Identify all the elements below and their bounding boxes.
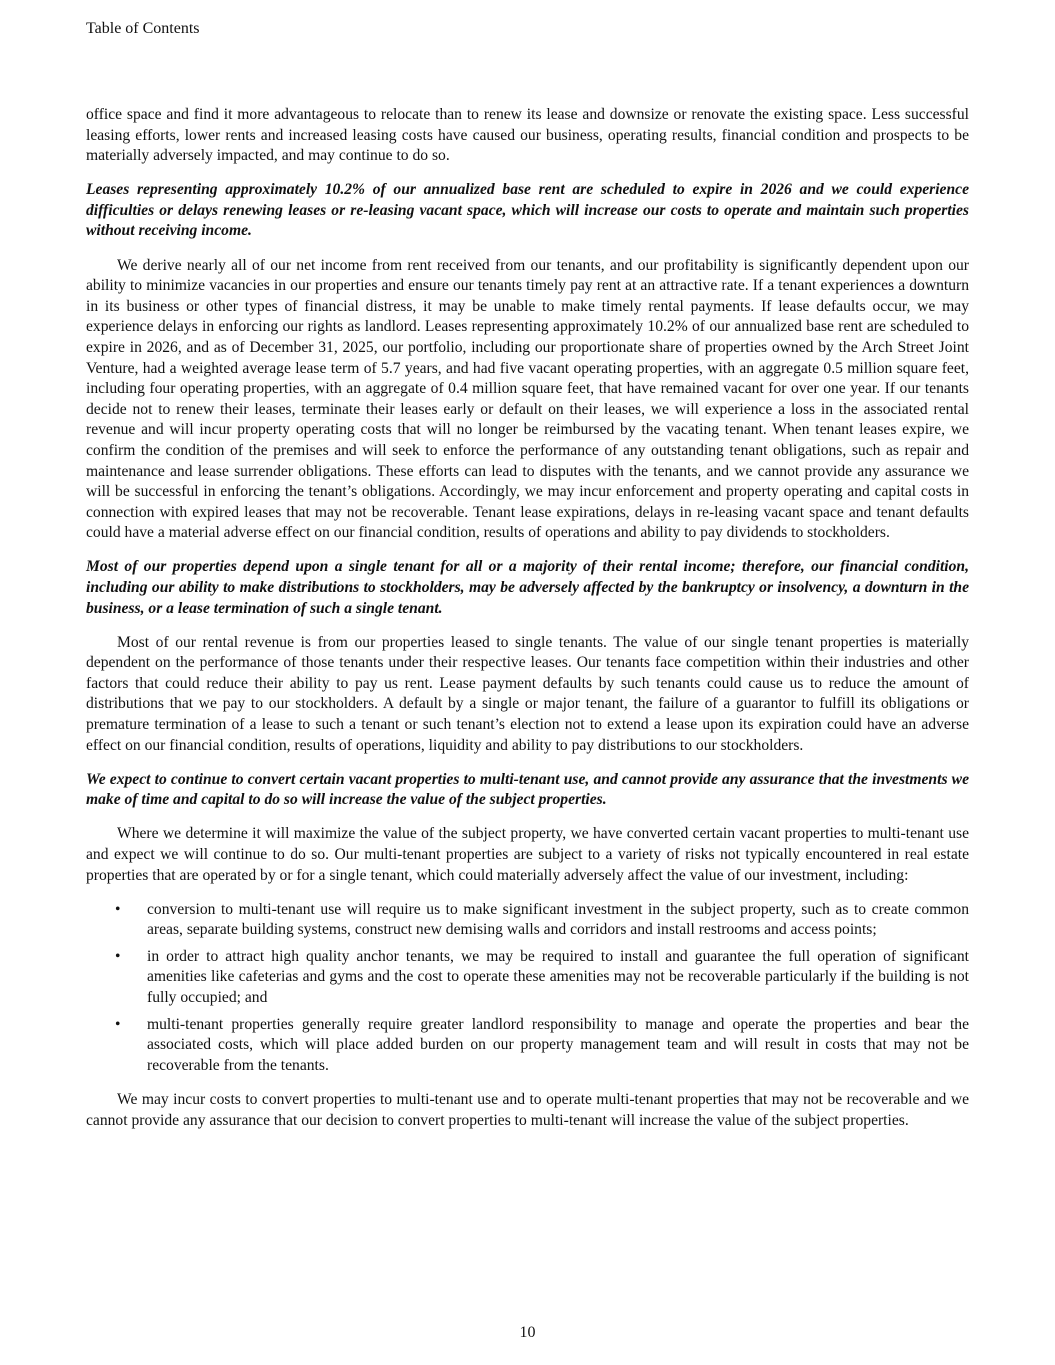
list-item-text: in order to attract high quality anchor tenants, we may be required to install and guarantee the full operation of significant amenities like cafeterias and gyms and the cost to operate these amenities may not be recoverable particularly if the building is not fully occupied; and bbox=[147, 947, 969, 1007]
risk-heading-single-tenant: Most of our properties depend upon a single tenant for all or a majority of their rental income; therefore, our financial condition, including our ability to make distributions to stockholders, may be adversely affected by the bankruptcy or insolvency, a downturn in the business, or a lease termination of such a single tenant. bbox=[86, 558, 969, 617]
bullet-icon: • bbox=[115, 900, 121, 918]
document-body bbox=[86, 105, 969, 1145]
paragraph-multi-tenant-conclusion: We may incur costs to convert properties to multi-tenant use and to operate multi-tenant properties that may not be recoverable and we cannot provide any assurance that our decision to convert properties to multi-tenant will increase the value of the subject properties. bbox=[86, 1090, 969, 1129]
table-of-contents-link[interactable]: Table of Contents bbox=[86, 20, 200, 37]
list-item bbox=[86, 1015, 969, 1077]
list-item bbox=[86, 900, 969, 941]
paragraph-multi-tenant-intro: Where we determine it will maximize the value of the subject property, we have converted certain vacant properties to multi-tenant use and expect we will continue to do so. Our multi-tenant properties are subject to a variety of risks not typically encountered in real estate properties that are operated by or for a single tenant, which could materially adversely affect the value of our investment, including: bbox=[86, 825, 969, 884]
list-item-text: conversion to multi-tenant use will require us to make significant investment in the subject property, such as to create common areas, separate building systems, construct new demising walls and corridors and install restrooms and access points; bbox=[147, 900, 969, 939]
risk-heading-lease-expirations: Leases representing approximately 10.2% of our annualized base rent are scheduled to expire in 2026 and we could experience difficulties or delays renewing leases or re-leasing vacant space, which will increase our costs to operate and maintain such properties without receiving income. bbox=[86, 181, 969, 240]
paragraph-single-tenant: Most of our rental revenue is from our properties leased to single tenants. The value of our single tenant properties is materially dependent on the performance of those tenants under their respective leases. Our tenants face competition within their industries and other factors that could reduce their ability to pay us rent. Lease payment defaults by such tenants could cause us to reduce the amount of distributions that we pay to our stockholders. A default by a single or major tenant, the failure of a guarantor to fulfill its obligations or premature termination of a lease to such a tenant or such tenant’s election not to extend a lease upon its expiration could have an adverse effect on our financial condition, results of operations, liquidity and ability to pay distributions to our stockholders. bbox=[86, 633, 969, 754]
page-number: 10 bbox=[519, 1324, 536, 1341]
paragraph-lease-expirations: We derive nearly all of our net income from rent received from our tenants, and our profitability is significantly dependent upon our ability to minimize vacancies in our properties and ensure our tenants timely pay rent at an attractive rate. If a tenant experiences a downturn in its business or other types of financial distress, it may be unable to make timely rental payments. If lease defaults occur, we may experience delays in enforcing our rights as landlord. Leases representing approximately 10.2% of our annualized base rent are scheduled to expire in 2026, and as of December 31, 2025, our portfolio, including our proportionate share of properties owned by the Arch Street Joint Venture, had a weighted average lease term of 5.7 years, and had five vacant operating properties, with an aggregate 0.5 million square feet, including four operating properties, with an aggregate of 0.4 million square feet, that have remained vacant for over one year. If our tenants decide not to renew their leases, terminate their leases early or default on their leases, we will experience a loss in the associated rental revenue and will incur property operating costs that will no longer be reimbursed by the vacating tenant. When tenant leases expire, we confirm the condition of the premises and will seek to enforce the performance of any outstanding tenant obligations, such as repair and maintenance and lease surrender obligations. These efforts can lead to disputes with the tenants, and we cannot provide any assurance we will be successful in enforcing the tenant’s obligations. Accordingly, we may incur enforcement and property operating and capital costs in connection with expired leases that may not be recoverable. Tenant lease expirations, delays in re-leasing vacant space and tenant defaults could have a material adverse effect on our financial condition, results of operations and ability to pay dividends to stockholders. bbox=[86, 256, 969, 542]
multi-tenant-risk-list bbox=[86, 900, 969, 1077]
bullet-icon: • bbox=[115, 947, 121, 965]
bullet-icon: • bbox=[115, 1015, 121, 1033]
risk-heading-multi-tenant-conversion: We expect to continue to convert certain vacant properties to multi-tenant use, and cannot provide any assurance that the investments we make of time and capital to do so will increase the value of the subject properties. bbox=[86, 770, 969, 809]
paragraph-continued: office space and find it more advantageous to relocate than to renew its lease and downsize or renovate the existing space. Less successful leasing efforts, lower rents and increased leasing costs have caused our business, operating results, financial condition and prospects to be materially adversely impacted, and may continue to do so. bbox=[86, 106, 969, 165]
list-item-text: multi-tenant properties generally require greater landlord responsibility to manage and operate the properties and bear the associated costs, which will place added burden on our property management team and will result in costs that may not be recoverable from the tenants. bbox=[147, 1015, 969, 1074]
list-item bbox=[86, 947, 969, 1009]
